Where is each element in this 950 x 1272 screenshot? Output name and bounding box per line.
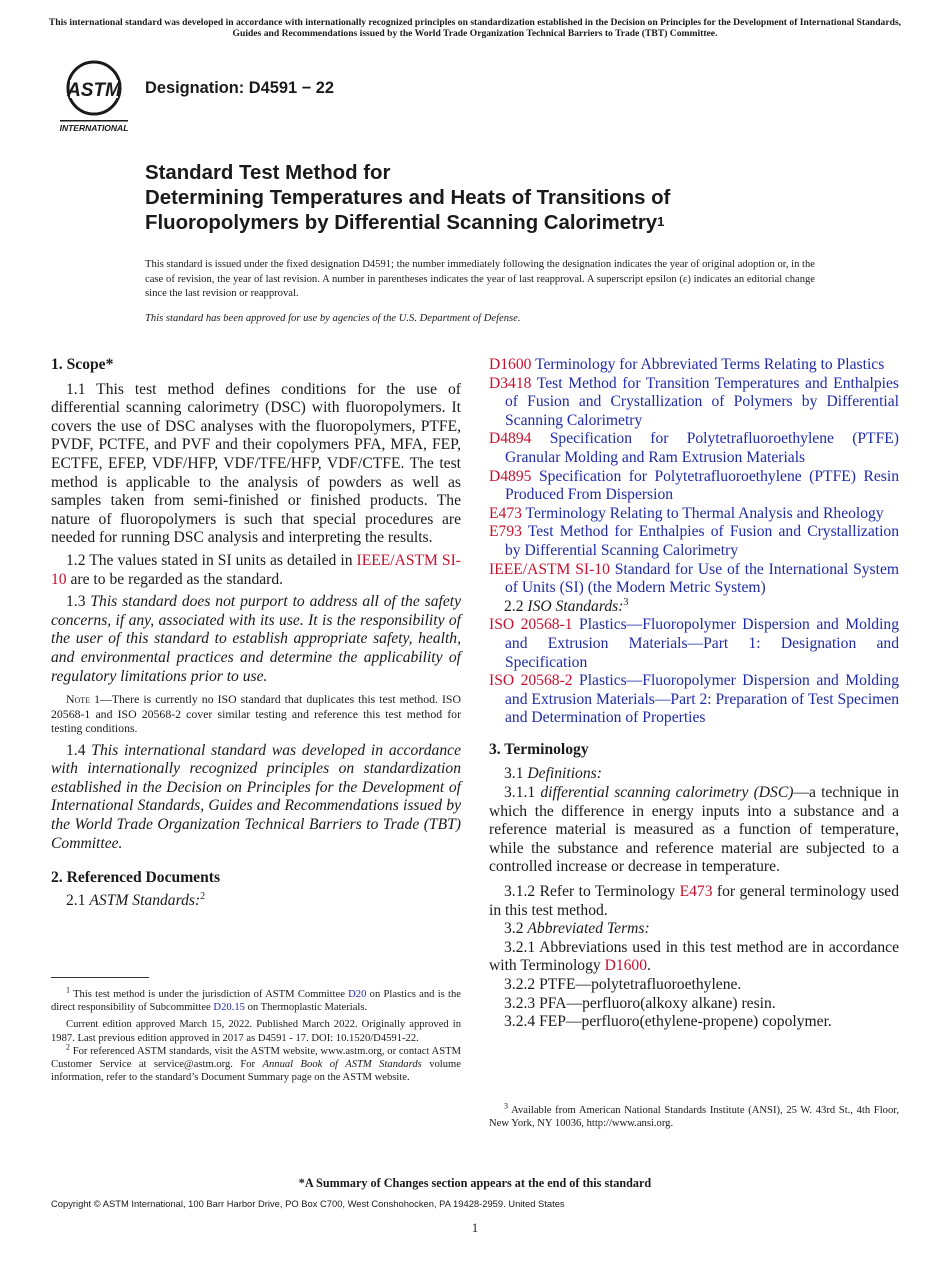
section-1-4-num: 1.4 (66, 741, 92, 759)
iso-reference-code[interactable]: ISO 20568-2 (489, 672, 573, 690)
d20-link[interactable]: D20 (348, 989, 367, 1000)
footnote-1-text-b: on Plastics and is the direct responsibility of Subcommittee (51, 989, 461, 1014)
astm-logo (52, 58, 136, 136)
section-3-1-2-text-b: for general terminology used in this test method. (489, 883, 900, 919)
section-1-3-num: 1.3 (66, 593, 91, 611)
reference-title[interactable]: Test Method for Enthalpies of Fusion and Crystallization by Differential Scanning Calorimetry (505, 523, 900, 559)
iso-reference-item[interactable] (489, 672, 899, 728)
reference-item[interactable] (489, 375, 899, 431)
document-title (145, 161, 865, 236)
section-2-1-text: ASTM Standards: (89, 891, 201, 909)
footnote-3-mark: 3 (504, 1101, 508, 1111)
reference-item[interactable] (489, 468, 899, 505)
section-3-2-1-text-a: 3.2.1 Abbreviations used in this test method are in accordance with Terminology (489, 938, 899, 975)
reference-code[interactable]: E473 (489, 504, 522, 522)
section-3-1-1-term: differential scanning calorimetry (DSC) (540, 784, 794, 802)
reference-item[interactable] (489, 523, 899, 560)
section-1-2 (51, 552, 461, 589)
section-3-1-2 (489, 883, 899, 920)
section-1-3-text: This standard does not purport to address all of the safety concerns, if any, associated with its use. It is the responsibility of the user of this standard to establish appropriate safety, health, and environmental practices and determine the applicability of regulatory limitations prior to use. (51, 593, 461, 685)
section-2-2 (489, 598, 899, 617)
section-3-2-1 (489, 939, 899, 976)
reference-item[interactable] (489, 505, 899, 524)
section-3-2 (489, 920, 899, 939)
top-notice: This international standard was developed in accordance with internationally recognized principles on standardization established in the Decision on Principles for the Development of International Standards, Guides and Recommendations issued by the World Trade Organization Technical Barriers to Trade (TBT) Committee. (48, 17, 902, 39)
section-2-1 (51, 892, 461, 911)
reference-code[interactable]: IEEE/ASTM SI-10 (489, 560, 610, 578)
reference-code[interactable]: D1600 (489, 356, 532, 373)
right-footnotes (489, 1101, 899, 1130)
iso-reference-item[interactable] (489, 616, 899, 672)
section-1-2-text-a: 1.2 The values stated in SI units as detailed in (66, 551, 357, 569)
designation: Designation: D4591 − 22 (145, 79, 335, 97)
title-footnote-mark: 1 (657, 214, 665, 229)
section-3-1-1-num: 3.1.1 (504, 784, 541, 802)
section-2-2-text: ISO Standards: (527, 597, 624, 615)
reference-code[interactable]: D4894 (489, 430, 532, 448)
section-3-2-4: 3.2.4 FEP—perfluoro(ethylene-propene) copolymer. (504, 1013, 832, 1031)
section-3-2-2: 3.2.2 PTFE—polytetrafluoroethylene. (504, 976, 742, 993)
reference-title[interactable]: Specification for Polytetrafluoroethylene (PTFE) Granular Molding and Ram Extrusion Materials (505, 430, 899, 466)
section-3-1 (489, 765, 899, 784)
iso-reference-code[interactable]: ISO 20568-1 (489, 616, 573, 634)
summary-of-changes-note: *A Summary of Changes section appears at the end of this standard (298, 1176, 652, 1190)
footnote-3 (489, 1101, 899, 1130)
reference-title[interactable]: Terminology Relating to Thermal Analysis and Rheology (525, 504, 884, 522)
footnote-2-mark: 2 (66, 1042, 70, 1052)
section-3-1-1 (489, 784, 899, 877)
section-3-2-1-text-b: . (647, 957, 651, 975)
iso-references-list (489, 616, 899, 728)
footnote-2-italic: Annual Book of ASTM Standards (262, 1059, 422, 1071)
section-2-2-sup: 3 (623, 596, 629, 608)
section-1-1: 1.1 This test method defines conditions for the use of differential scanning calorimetry (DSC) with fluoropolymers. It covers the use of DSC analyses with the fluoropolymers, PTFE, PVDF, PCTFE, and PVF and their copolymers PFA, MFA, FEP, ECTFE, EFEP, VDF/HFP, VDF/TFE/HFP, VDF/CTFE. The test method is applicable to the analysis of powders as well as samples taken from semi-finished or finished products. The nature of fluoropolymers is such that special procedures are needed for running DSC analysis and interpreting the results. (51, 380, 461, 547)
section-3-1-1-text: —a technique in which the difference in energy inputs into a substance and a reference material is measured as a function of temperature, while the substance and reference material are subjected to a controlled increase or decrease in temperature. (489, 784, 899, 876)
section-2-1-num: 2.1 (66, 891, 90, 909)
footnote-2 (51, 1042, 461, 1085)
reference-code[interactable]: D4895 (489, 467, 532, 485)
d1600-link[interactable]: D1600 (604, 957, 648, 975)
reference-title[interactable]: Test Method for Transition Temperatures and Enthalpies of Fusion and Crystallization of Polymers by Differential Scanning Calorimetry (505, 374, 899, 429)
astm-logo-icon (52, 58, 136, 136)
reference-item[interactable] (489, 561, 899, 598)
section-1-4-text: This international standard was developed in accordance with internationally recognized principles on standardization established in the Decision on Principles for the Development of International Standards, Guides and Recommendations issued by the World Trade Organization Technical Barriers to Trade (TBT) Committee. (51, 741, 461, 852)
footnote-rule (51, 977, 149, 978)
title-line-3 (145, 211, 865, 236)
terminology-heading: 3. Terminology (489, 740, 589, 758)
section-3-1-num: 3.1 (504, 765, 528, 783)
logo-mark-text: ASTM (67, 80, 121, 101)
title-line-1: Standard Test Method for (145, 162, 391, 184)
section-3-2-3: 3.2.3 PFA—perfluoro(alkoxy alkane) resin. (504, 994, 776, 1012)
edition-note: Current edition approved March 15, 2022. Published March 2022. Originally approved in 1987. Last previous edition approved in 2017 as D4591 - 17. DOI: 10.1520/D4591-22. (51, 1019, 461, 1044)
section-3-2-text: Abbreviated Terms: (527, 920, 650, 938)
referenced-documents-heading: 2. Referenced Documents (51, 869, 221, 887)
footnote-1-text-a: This test method is under the jurisdiction of ASTM Committee (70, 989, 349, 1000)
e473-link[interactable]: E473 (679, 883, 713, 901)
section-1-3 (51, 593, 461, 686)
left-footnotes (51, 985, 461, 1084)
right-column (489, 356, 899, 1032)
ieee-si10-link[interactable]: IEEE/ASTM SI-10 (51, 551, 461, 588)
note-1-label: Note 1 (66, 692, 100, 707)
scope-heading: 1. Scope* (51, 356, 114, 373)
footnote-2-text-a: For referenced ASTM standards, visit the ASTM website, www.astm.org, or contact ASTM Customer Service at service@astm.org. For (51, 1045, 461, 1071)
section-1-2-text-b: are to be regarded as the standard. (66, 570, 284, 588)
copyright: Copyright © ASTM International, 100 Barr Harbor Drive, PO Box C700, West Conshohocken, PA 19428-2959. United States (51, 1198, 565, 1209)
reference-code[interactable]: D3418 (489, 374, 532, 392)
footnote-1 (51, 985, 461, 1014)
d20-15-link[interactable]: D20.15 (213, 1002, 245, 1014)
page-number: 1 (471, 1221, 479, 1235)
title-line-3-text: Fluoropolymers by Differential Scanning Calorimetry (145, 212, 658, 234)
title-line-2: Determining Temperatures and Heats of Transitions of (145, 187, 671, 209)
reference-title[interactable]: Specification for Polytetrafluoroethylene (PTFE) Resin Produced From Dispersion (505, 467, 899, 504)
reference-item[interactable] (489, 356, 899, 375)
note-1-text: —There is currently no ISO standard that duplicates this test method. ISO 20568-1 and ISO 20568-2 cover similar testing and reference this test method for testing conditions. (51, 692, 462, 736)
footnote-1-mark: 1 (66, 985, 70, 995)
section-2-2-num: 2.2 (504, 597, 528, 615)
reference-title[interactable]: Standard for Use of the International System of Units (SI) (the Modern Metric System) (505, 560, 900, 597)
reference-item[interactable] (489, 430, 899, 467)
footnote-3-text: Available from American National Standards Institute (ANSI), 25 W. 43rd St., 4th Floor, New York, NY 10036, http://www.ansi.org. (489, 1105, 899, 1130)
astm-references-list (489, 356, 899, 598)
reference-code[interactable]: E793 (489, 523, 522, 541)
section-3-2-num: 3.2 (504, 920, 528, 938)
reference-title[interactable]: Terminology for Abbreviated Terms Relating to Plastics (535, 356, 885, 373)
issued-statement: This standard is issued under the fixed designation D4591; the number immediately following the designation indicates the year of original adoption or, in the case of revision, the year of last revision. A number in parentheses indicates the year of last reapproval. A superscript epsilon (ε) indicates an editorial change since the last revision or reapproval. (145, 259, 815, 299)
section-2-1-sup: 2 (200, 890, 206, 902)
section-1-4 (51, 742, 461, 854)
logo-international-text: INTERNATIONAL (59, 123, 129, 133)
section-3-1-2-text-a: 3.1.2 Refer to Terminology (504, 883, 680, 901)
note-1 (51, 692, 461, 736)
approved-statement: This standard has been approved for use by agencies of the U.S. Department of Defense. (145, 313, 521, 324)
iso-reference-title[interactable]: Plastics—Fluoropolymer Dispersion and Molding and Extrusion Materials—Part 2: Preparation of Test Specimen and Determination of Properties (505, 672, 900, 727)
footnote-1-text-c: on Thermoplastic Materials. (244, 1002, 368, 1014)
section-3-1-text: Definitions: (527, 765, 602, 783)
footnote-2-text-b: volume information, refer to the standard’s Document Summary page on the ASTM website. (51, 1059, 461, 1084)
left-column (51, 356, 461, 910)
iso-reference-title[interactable]: Plastics—Fluoropolymer Dispersion and Molding and Extrusion Materials—Part 1: Designation and Specification (505, 616, 900, 671)
